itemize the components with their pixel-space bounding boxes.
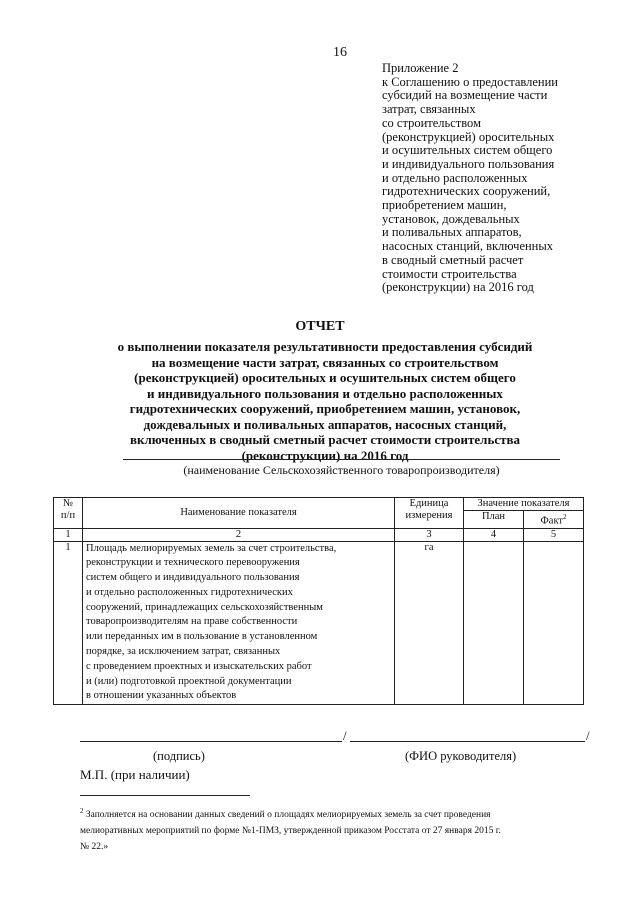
- appendix-line: и осушительных систем общего: [382, 143, 553, 158]
- col-plan-header: План: [464, 511, 524, 529]
- appendix-line: (реконструкции) на 2016 год: [382, 280, 534, 295]
- col-unit-header: Единица измерения: [395, 498, 464, 529]
- subtitle-line: гидротехнических сооружений, приобретением машин, установок,: [129, 401, 521, 416]
- signature-label: (подпись): [153, 749, 205, 763]
- plan-cell[interactable]: [464, 541, 524, 705]
- footnote-line: № 22.»: [80, 842, 109, 853]
- table-index-row: [54, 528, 584, 541]
- appendix-line: и отдельно расположенных: [382, 170, 528, 185]
- stamp-label: М.П. (при наличии): [80, 767, 190, 782]
- subtitle-line: включенных в сводный сметный расчет стоимости строительства: [129, 432, 520, 447]
- footnote-ref: 2: [563, 513, 567, 521]
- subtitle-line: дождевальных и поливальных аппаратов, насосных станций,: [143, 416, 507, 432]
- appendix-line: (реконструкцией) оросительных: [382, 129, 555, 144]
- appendix-line: насосных станций, включенных: [382, 239, 554, 254]
- subtitle-line: и индивидуального пользования и отдельно расположенных: [147, 385, 503, 401]
- appendix-line: Приложение 2: [382, 61, 459, 75]
- unit-cell: га: [395, 541, 464, 705]
- subtitle-line: о выполнении показателя результативности предоставления субсидий: [117, 339, 533, 354]
- page-number: 16: [333, 45, 347, 60]
- table-row: [54, 541, 584, 705]
- signature-slash: /: [343, 728, 347, 743]
- signature-line: [80, 741, 342, 742]
- fio-label: (ФИО руководителя): [405, 749, 517, 763]
- producer-name-caption: (наименование Сельскохозяйственного товаропроизводителя): [183, 463, 500, 477]
- footnote-mark: 2: [80, 807, 84, 815]
- appendix-line: в сводный сметный расчет: [382, 252, 524, 267]
- subtitle-line: (реконструкции) на 2016 год: [241, 447, 409, 463]
- appendix-line: установок, дождевальных: [382, 211, 520, 226]
- fio-line: [350, 741, 585, 742]
- col-num-header: № п/п: [54, 498, 83, 529]
- row-num: 1: [54, 541, 83, 705]
- footnote: [80, 803, 600, 855]
- appendix-line: и поливальных аппаратов,: [382, 225, 522, 240]
- appendix-line: и индивидуального пользования: [382, 156, 555, 171]
- table-header-row: [54, 498, 584, 511]
- appendix-line: гидротехнических сооружений,: [382, 184, 551, 199]
- appendix-line: со строительством: [382, 115, 481, 130]
- col-name-header: Наименование показателя: [83, 498, 395, 529]
- indicator-name: Площадь мелиорируемых земель за счет строительства, реконструкции и технического перевооружения систем общего и индивидуального пользования и отдельно расположенных гидротехнических сооружений, принадлежащих сельскохозяйственным товаропроизводителям на праве собственности или переданных им в пользование в установленном порядке, за исключением затрат, связанных с проведением проектных и изыскательских работ и (или) подготовкой проектной документации в отношении указанных объектов: [83, 541, 395, 705]
- col-fact-header: Факт$^2$: [524, 511, 584, 529]
- footnote-line: мелиоративных мероприятий по форме №1-ПМЗ, утвержденной приказом Росстата от 27 января 2015 г.: [80, 826, 501, 837]
- producer-name-line: [123, 459, 560, 460]
- index-cell: 1: [54, 528, 83, 541]
- appendix-line: приобретением машин,: [382, 198, 507, 213]
- appendix-line: субсидий на возмещение части: [382, 88, 548, 103]
- index-cell: 5: [524, 528, 584, 541]
- footnote-line: $^2$ Заполняется на основании данных сведений о площадях мелиорируемых земель за счет проведения: [80, 807, 491, 821]
- report-table: [53, 497, 584, 705]
- report-subtitle: [60, 339, 590, 463]
- subtitle-line: на возмещение части затрат, связанных со строительством: [151, 354, 499, 370]
- fact-cell[interactable]: [524, 541, 584, 705]
- index-cell: 4: [464, 528, 524, 541]
- index-cell: 2: [83, 528, 395, 541]
- report-title: ОТЧЕТ: [295, 319, 345, 334]
- index-cell: 3: [395, 528, 464, 541]
- appendix-line: стоимости строительства: [382, 266, 517, 281]
- subtitle-line: (реконструкцией) оросительных и осушительных систем общего: [134, 370, 516, 385]
- col-value-header: Значение показателя: [464, 498, 584, 511]
- appendix-block: [382, 62, 632, 295]
- fio-slash: /: [586, 728, 590, 743]
- footnote-divider: [80, 795, 250, 796]
- appendix-line: затрат, связанных: [382, 102, 476, 117]
- appendix-line: к Соглашению о предоставлении: [382, 74, 559, 89]
